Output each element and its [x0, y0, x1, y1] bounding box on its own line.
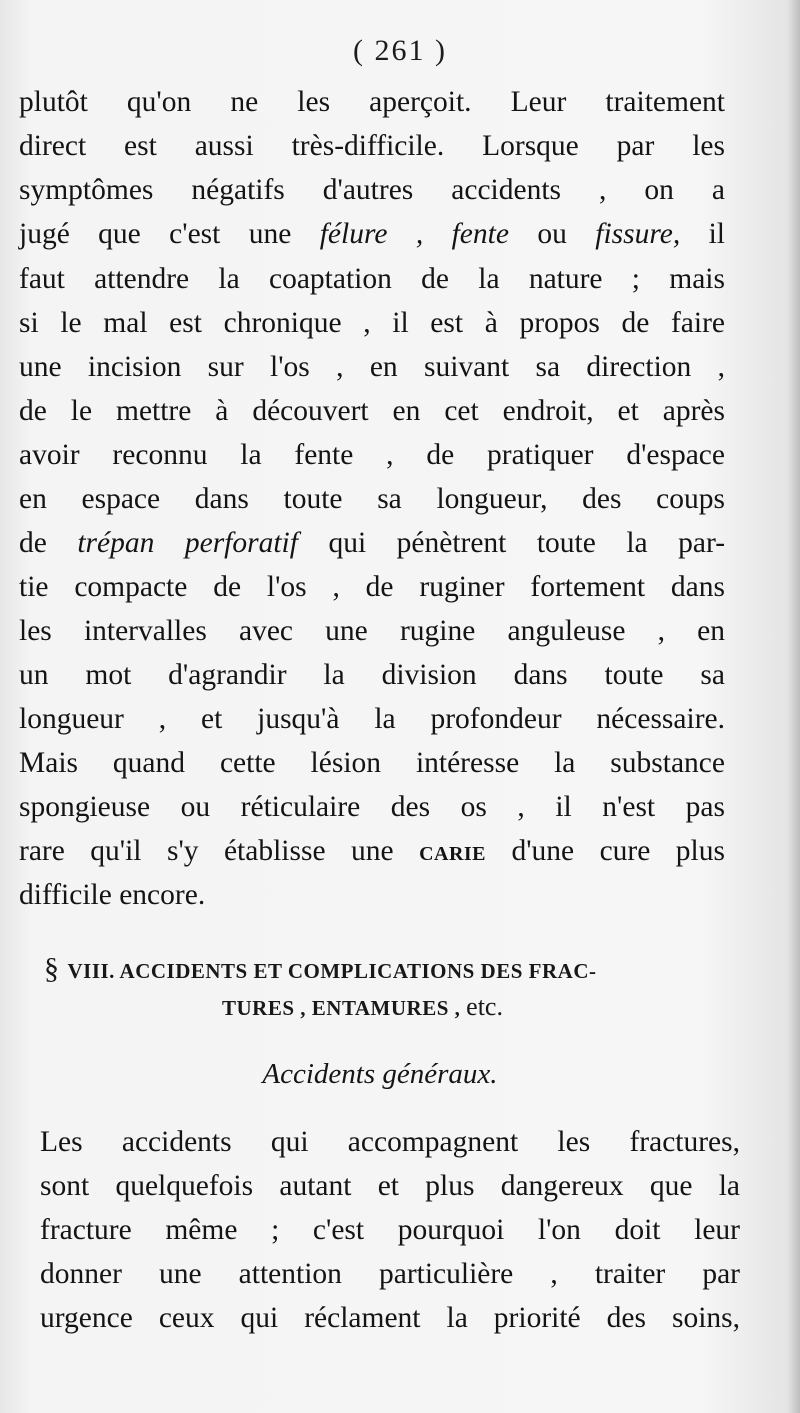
text-line	[19, 521, 725, 565]
text-line: symptômes négatifs d'autres accidents , on a	[19, 174, 725, 206]
section-heading-line1: VIII. ACCIDENTS ET COMPLICATIONS DES FRAC-	[67, 959, 597, 983]
text-line: si le mal est chronique , il est à propos de faire	[19, 307, 725, 339]
text-line: un mot d'agrandir la division dans toute sa	[19, 659, 725, 691]
small-caps-term: CARIE	[419, 843, 487, 865]
text-line	[19, 212, 725, 256]
italic-term: félure , fente	[319, 218, 509, 250]
text-line: les intervalles avec une rugine anguleuse , en	[19, 615, 725, 647]
text-line: direct est aussi très-difficile. Lorsque par les	[19, 130, 725, 162]
text-line: urgence ceux qui réclament la priorité des soins,	[40, 1302, 740, 1334]
text-line: longueur , et jusqu'à la profondeur nécessaire.	[19, 703, 725, 735]
subheading: Accidents généraux.	[262, 1058, 498, 1090]
section-symbol: §	[44, 952, 60, 985]
text-line: Les accidents qui accompagnent les fractures,	[40, 1126, 740, 1158]
text-run: ou	[508, 218, 596, 250]
text-run: qui pénètrent toute la par-	[297, 527, 726, 559]
text-line: Mais quand cette lésion intéresse la substance	[19, 747, 725, 779]
section-heading-etc: etc.	[466, 992, 503, 1021]
text-line: fracture même ; c'est pourquoi l'on doit leur	[40, 1214, 740, 1246]
text-line: difficile encore.	[19, 879, 206, 911]
text-line: avoir reconnu la fente , de pratiquer d'espace	[19, 439, 725, 471]
italic-term: fissure,	[595, 218, 681, 250]
text-run: d'une cure plus	[486, 835, 725, 867]
text-line: donner une attention particulière , traiter par	[40, 1258, 740, 1290]
italic-term: trépan perforatif	[77, 527, 298, 559]
section-heading-continued	[222, 992, 503, 1022]
text-run: il	[680, 218, 726, 250]
section-heading-line2: TURES , ENTAMURES ,	[222, 996, 461, 1020]
text-line: tie compacte de l'os , de ruginer fortement dans	[19, 571, 725, 603]
text-line: faut attendre la coaptation de la nature ; mais	[19, 263, 725, 295]
text-run: rare qu'il s'y établisse une	[19, 835, 420, 867]
text-line: une incision sur l'os , en suivant sa direction ,	[19, 351, 725, 383]
text-line: en espace dans toute sa longueur, des coups	[19, 483, 725, 515]
section-heading	[44, 952, 596, 986]
text-run: de	[19, 527, 78, 559]
text-line: plutôt qu'on ne les aperçoit. Leur traitement	[19, 86, 725, 118]
text-line: sont quelquefois autant et plus dangereux que la	[40, 1170, 740, 1202]
text-line	[19, 829, 725, 876]
text-line: de le mettre à découvert en cet endroit, et après	[19, 395, 725, 427]
text-line: spongieuse ou réticulaire des os , il n'est pas	[19, 791, 725, 823]
page-number: ( 261 )	[353, 34, 447, 67]
text-run: jugé que c'est une	[19, 218, 320, 250]
